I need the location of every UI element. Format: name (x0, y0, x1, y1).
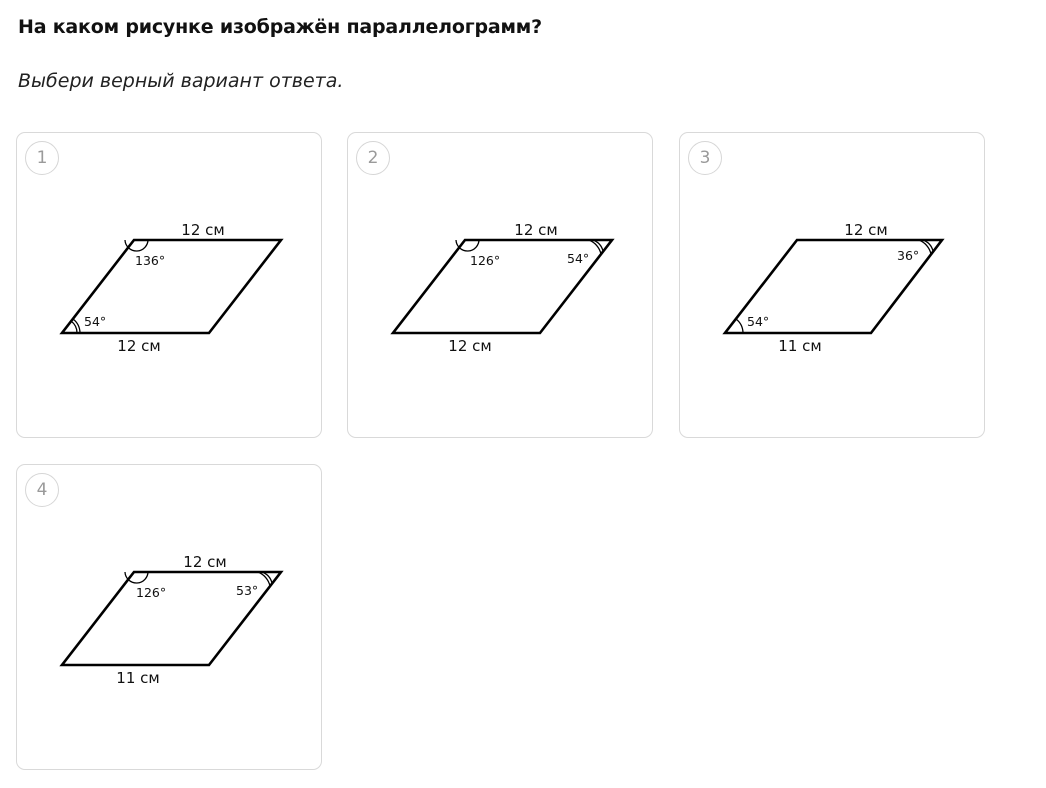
top-right-angle-arc (919, 240, 931, 254)
bottom-side-label: 12 см (117, 337, 161, 355)
top-left-angle-label: 126° (470, 253, 501, 268)
top-side-label: 12 см (844, 221, 888, 239)
top-left-angle-label: 126° (136, 585, 167, 600)
top-right-angle-arc-inner (923, 240, 933, 251)
bottom-left-angle-label: 54° (84, 314, 107, 329)
bottom-side-label: 11 см (116, 669, 160, 687)
bottom-left-angle-arc (736, 319, 743, 333)
bottom-side-label: 11 см (778, 337, 822, 355)
top-side-label: 12 см (514, 221, 558, 239)
top-left-angle-label: 136° (135, 253, 166, 268)
answer-option-2[interactable] (347, 132, 653, 438)
option-number-badge: 2 (356, 141, 390, 175)
top-side-label: 12 см (183, 553, 227, 571)
bottom-side-label: 12 см (448, 337, 492, 355)
instruction-text: Выбери верный вариант ответа. (18, 70, 344, 92)
parallelogram-figure-3 (680, 133, 986, 439)
answer-option-4[interactable] (16, 464, 322, 770)
top-right-angle-arc-inner (262, 572, 272, 583)
top-right-angle-arc (258, 572, 270, 586)
answer-option-1[interactable] (16, 132, 322, 438)
option-number-badge: 1 (25, 141, 59, 175)
option-number-badge: 3 (688, 141, 722, 175)
parallelogram-figure-4 (17, 465, 323, 771)
top-right-angle-label: 54° (567, 251, 590, 266)
top-side-label: 12 см (181, 221, 225, 239)
question-title: На каком рисунке изображён параллелограмм? (18, 16, 542, 38)
parallelogram-figure-2 (348, 133, 654, 439)
parallelogram-figure-1 (17, 133, 323, 439)
top-right-angle-arc (589, 240, 601, 254)
top-right-angle-label: 53° (236, 583, 259, 598)
answer-option-3[interactable] (679, 132, 985, 438)
top-right-angle-label: 36° (897, 248, 920, 263)
option-number-badge: 4 (25, 473, 59, 507)
bottom-left-angle-label: 54° (747, 314, 770, 329)
top-right-angle-arc-inner (593, 240, 603, 251)
